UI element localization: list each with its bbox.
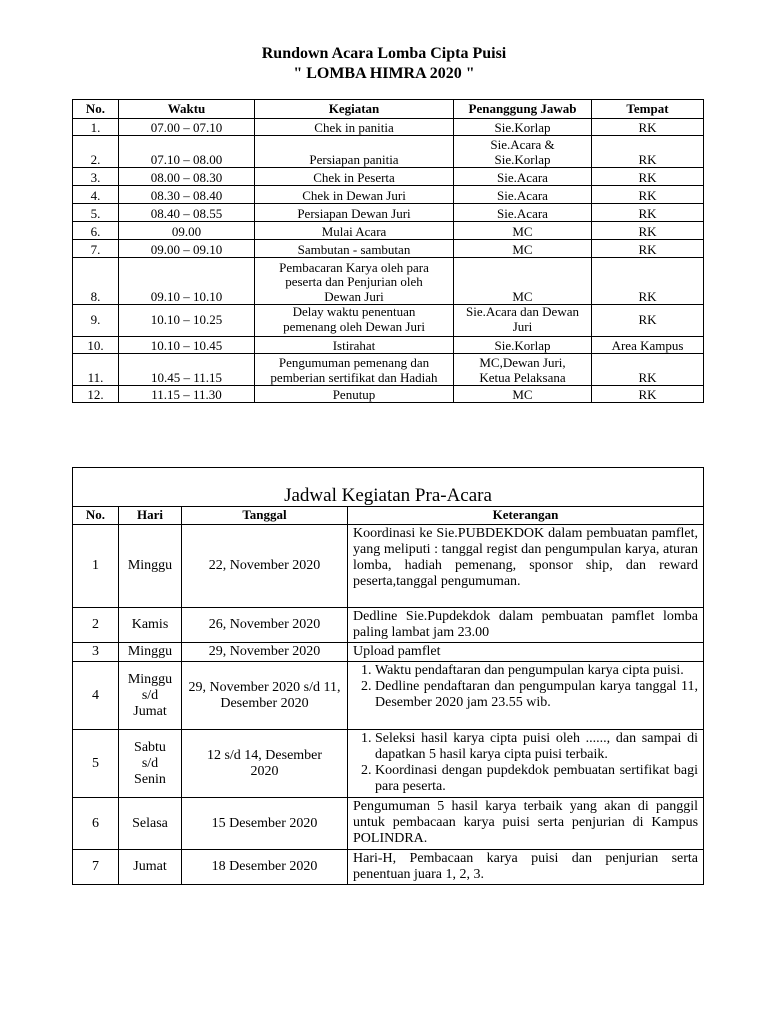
cell-no: 4 xyxy=(73,662,119,730)
cell-no: 5 xyxy=(73,730,119,798)
cell-hari: Kamis xyxy=(119,608,182,643)
document-title: Rundown Acara Lomba Cipta Puisi xyxy=(261,45,507,62)
cell-hari: Minggu xyxy=(119,525,182,608)
table-row xyxy=(73,525,704,608)
cell-waktu: 08.40 – 08.55 xyxy=(119,204,255,222)
cell-kegiatan: Sambutan - sambutan xyxy=(255,240,454,258)
cell-kegiatan: Istirahat xyxy=(255,337,454,354)
table-row xyxy=(73,136,704,168)
table-row xyxy=(73,186,704,204)
cell-tanggal: 18 Desember 2020 xyxy=(182,850,348,885)
cell-tanggal: 12 s/d 14, Desember 2020 xyxy=(182,730,348,798)
cell-kegiatan: Persiapan Dewan Juri xyxy=(255,204,454,222)
table-row xyxy=(73,608,704,643)
cell-no: 5. xyxy=(73,204,119,222)
cell-pj: Sie.Acara dan Dewan Juri xyxy=(454,305,592,337)
rundown-header-row xyxy=(73,100,704,119)
cell-kegiatan: Pengumuman pemenang dan pemberian sertifikat dan Hadiah xyxy=(255,354,454,386)
table-row xyxy=(73,354,704,386)
cell-pj: Sie.Acara & Sie.Korlap xyxy=(454,136,592,168)
cell-tempat: RK xyxy=(592,168,704,186)
cell-hari: Selasa xyxy=(119,798,182,850)
cell-waktu: 11.15 – 11.30 xyxy=(119,386,255,403)
cell-pj: Sie.Acara xyxy=(454,168,592,186)
cell-no: 3. xyxy=(73,168,119,186)
table-row xyxy=(73,730,704,798)
cell-tempat: RK xyxy=(592,354,704,386)
table-row xyxy=(73,662,704,730)
cell-waktu: 08.00 – 08.30 xyxy=(119,168,255,186)
cell-pj: MC xyxy=(454,240,592,258)
header-no: No. xyxy=(73,507,119,525)
cell-waktu: 09.10 – 10.10 xyxy=(119,258,255,305)
table-row xyxy=(73,386,704,403)
pra-acara-table xyxy=(72,467,704,885)
cell-tempat: RK xyxy=(592,119,704,136)
cell-tempat: RK xyxy=(592,222,704,240)
pra-acara-title: Jadwal Kegiatan Pra-Acara xyxy=(73,468,704,507)
table-row xyxy=(73,798,704,850)
cell-tanggal: 22, November 2020 xyxy=(182,525,348,608)
cell-pj: MC xyxy=(454,386,592,403)
table-row xyxy=(73,850,704,885)
cell-pj: MC,Dewan Juri, Ketua Pelaksana xyxy=(454,354,592,386)
cell-hari: Minggu s/d Jumat xyxy=(119,662,182,730)
cell-tempat: RK xyxy=(592,386,704,403)
keterangan-list xyxy=(353,731,698,795)
cell-tempat: RK xyxy=(592,258,704,305)
cell-kegiatan: Persiapan panitia xyxy=(255,136,454,168)
cell-waktu: 07.00 – 07.10 xyxy=(119,119,255,136)
header-hari: Hari xyxy=(119,507,182,525)
cell-kegiatan: Chek in Peserta xyxy=(255,168,454,186)
cell-kegiatan: Chek in panitia xyxy=(255,119,454,136)
header-tanggal: Tanggal xyxy=(182,507,348,525)
cell-pj: Sie.Acara xyxy=(454,186,592,204)
cell-keterangan: Dedline Sie.Pupdekdok dalam pembuatan pamflet lomba paling lambat jam 23.00 xyxy=(348,608,704,643)
table-row xyxy=(73,305,704,337)
cell-no: 10. xyxy=(73,337,119,354)
table-row xyxy=(73,222,704,240)
header-no: No. xyxy=(73,100,119,119)
cell-pj: Sie.Korlap xyxy=(454,119,592,136)
cell-keterangan xyxy=(348,730,704,798)
table-row xyxy=(73,168,704,186)
cell-waktu: 10.10 – 10.25 xyxy=(119,305,255,337)
cell-tanggal: 29, November 2020 s/d 11, Desember 2020 xyxy=(182,662,348,730)
cell-pj: Sie.Korlap xyxy=(454,337,592,354)
pra-acara-title-row xyxy=(73,468,704,507)
cell-no: 7 xyxy=(73,850,119,885)
header-keterangan: Keterangan xyxy=(348,507,704,525)
cell-kegiatan: Pembacaran Karya oleh para peserta dan Penjurian oleh Dewan Juri xyxy=(255,258,454,305)
keterangan-list xyxy=(353,663,698,711)
cell-no: 6. xyxy=(73,222,119,240)
cell-kegiatan: Penutup xyxy=(255,386,454,403)
cell-keterangan: Hari-H, Pembacaan karya puisi dan penjurian serta penentuan juara 1, 2, 3. xyxy=(348,850,704,885)
cell-waktu: 08.30 – 08.40 xyxy=(119,186,255,204)
header-waktu: Waktu xyxy=(119,100,255,119)
list-item: 2. Koordinasi dengan pupdekdok pembuatan sertifikat bagi para peserta. xyxy=(375,763,698,795)
cell-hari: Sabtu s/d Senin xyxy=(119,730,182,798)
table-row xyxy=(73,240,704,258)
cell-pj: MC xyxy=(454,258,592,305)
cell-no: 2 xyxy=(73,608,119,643)
cell-tempat: RK xyxy=(592,204,704,222)
cell-no: 4. xyxy=(73,186,119,204)
cell-tanggal: 29, November 2020 xyxy=(182,643,348,662)
list-item: 1. Waktu pendaftaran dan pengumpulan karya cipta puisi. xyxy=(375,663,698,679)
cell-kegiatan: Chek in Dewan Juri xyxy=(255,186,454,204)
cell-waktu: 09.00 – 09.10 xyxy=(119,240,255,258)
table-row xyxy=(73,643,704,662)
cell-waktu: 09.00 xyxy=(119,222,255,240)
list-item: 2. Dedline pendaftaran dan pengumpulan karya tanggal 11, Desember 2020 jam 23.55 wib. xyxy=(375,679,698,711)
table-row xyxy=(73,337,704,354)
cell-tanggal: 26, November 2020 xyxy=(182,608,348,643)
cell-waktu: 10.45 – 11.15 xyxy=(119,354,255,386)
header-tempat: Tempat xyxy=(592,100,704,119)
cell-tanggal: 15 Desember 2020 xyxy=(182,798,348,850)
cell-pj: Sie.Acara xyxy=(454,204,592,222)
cell-tempat: RK xyxy=(592,186,704,204)
cell-no: 3 xyxy=(73,643,119,662)
cell-tempat: Area Kampus xyxy=(592,337,704,354)
list-item: 1. Seleksi hasil karya cipta puisi oleh ......, dan sampai di dapatkan 5 hasil karya cipta puisi terbaik. xyxy=(375,731,698,763)
cell-no: 8. xyxy=(73,258,119,305)
header-penanggung-jawab: Penanggung Jawab xyxy=(454,100,592,119)
cell-keterangan: Pengumuman 5 hasil karya terbaik yang akan di panggil untuk pembacaan karya puisi serta penjurian di Kampus POLINDRA. xyxy=(348,798,704,850)
cell-no: 12. xyxy=(73,386,119,403)
cell-no: 11. xyxy=(73,354,119,386)
cell-kegiatan: Delay waktu penentuan pemenang oleh Dewan Juri xyxy=(255,305,454,337)
cell-no: 1. xyxy=(73,119,119,136)
cell-hari: Minggu xyxy=(119,643,182,662)
table-row xyxy=(73,204,704,222)
rundown-table xyxy=(72,99,704,403)
header-kegiatan: Kegiatan xyxy=(255,100,454,119)
cell-kegiatan: Mulai Acara xyxy=(255,222,454,240)
cell-hari: Jumat xyxy=(119,850,182,885)
cell-waktu: 10.10 – 10.45 xyxy=(119,337,255,354)
cell-tempat: RK xyxy=(592,305,704,337)
cell-tempat: RK xyxy=(592,136,704,168)
pra-acara-header-row xyxy=(73,507,704,525)
cell-no: 7. xyxy=(73,240,119,258)
cell-no: 6 xyxy=(73,798,119,850)
cell-tempat: RK xyxy=(592,240,704,258)
document-subtitle: " LOMBA HIMRA 2020 " xyxy=(293,65,475,82)
cell-keterangan: Upload pamflet xyxy=(348,643,704,662)
cell-pj: MC xyxy=(454,222,592,240)
cell-no: 9. xyxy=(73,305,119,337)
table-row xyxy=(73,119,704,136)
cell-waktu: 07.10 – 08.00 xyxy=(119,136,255,168)
cell-keterangan: Koordinasi ke Sie.PUBDEKDOK dalam pembuatan pamflet, yang meliputi : tanggal regist dan pengumpulan karya, aturan lomba, hadiah pemenang, sponsor ship, dan reward peserta,tanggal pengumuman. xyxy=(348,525,704,608)
cell-no: 2. xyxy=(73,136,119,168)
table-row xyxy=(73,258,704,305)
cell-no: 1 xyxy=(73,525,119,608)
cell-keterangan xyxy=(348,662,704,730)
